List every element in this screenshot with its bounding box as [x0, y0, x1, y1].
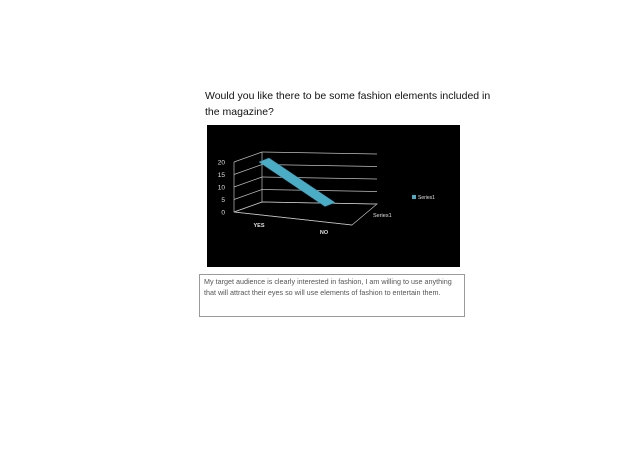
- floor-plane: [234, 202, 377, 225]
- category-label: YES: [253, 223, 265, 229]
- left-wall-gridline: [234, 165, 262, 175]
- back-wall-gridline: [262, 177, 377, 179]
- chart: [207, 125, 460, 267]
- left-wall-gridline: [234, 190, 262, 200]
- left-wall-gridline: [234, 152, 262, 162]
- back-wall-gridline: [262, 190, 377, 192]
- y-tick-label: 20: [217, 159, 225, 167]
- question-heading: Would you like there to be some fashion elements included in the magazine?: [205, 90, 491, 118]
- comment-text-box[interactable]: My target audience is clearly interested in fashion, I am willing to use anything that will attract their eyes so will use elements of fashion to entertain them.: [199, 274, 465, 317]
- depth-axis-label: Series1: [373, 213, 392, 219]
- back-wall-gridline: [262, 152, 377, 154]
- chart-svg: [207, 125, 460, 267]
- legend-label: Series1: [418, 195, 435, 201]
- legend-swatch: [412, 195, 416, 199]
- y-tick-label: 10: [217, 184, 225, 192]
- y-tick-label: 0: [221, 209, 225, 217]
- y-tick-label: 5: [221, 197, 225, 204]
- y-tick-label: 15: [217, 172, 225, 179]
- left-wall-gridline: [234, 177, 262, 187]
- x-axis-line: [234, 212, 352, 225]
- category-label: NO: [319, 230, 329, 236]
